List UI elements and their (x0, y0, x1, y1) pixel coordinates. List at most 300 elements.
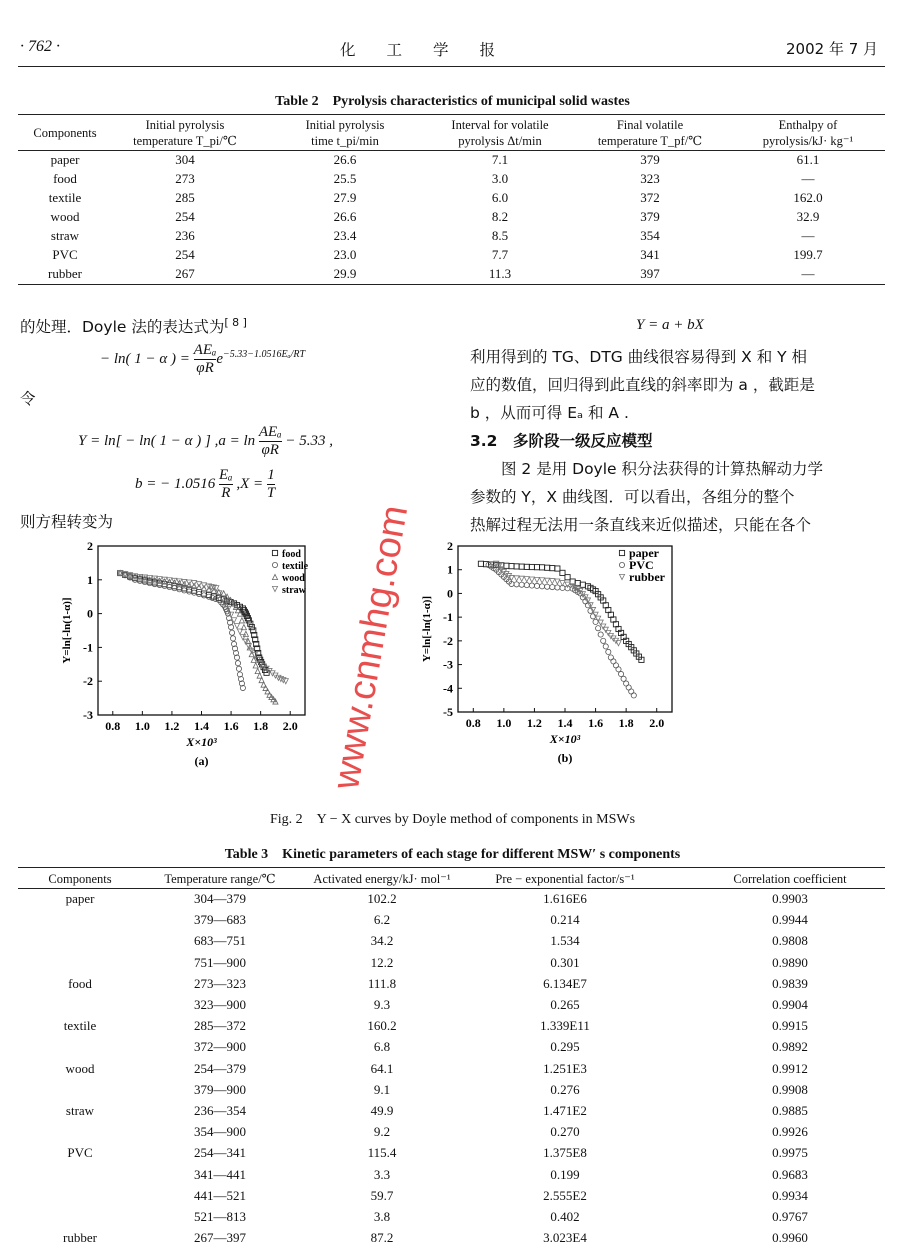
data-point (235, 661, 240, 666)
table-cell: 49.9 (370, 1103, 394, 1118)
table-cell: 1.251E3 (543, 1060, 587, 1076)
x-tick-label: 1.4 (557, 716, 573, 730)
data-point (539, 578, 544, 583)
data-point (172, 580, 177, 585)
component-name: textile (48, 190, 82, 205)
component-name: textile (63, 1018, 97, 1034)
table-cell: 0.9904 (772, 997, 808, 1012)
component-name: PVC (67, 1145, 93, 1161)
data-point (534, 583, 539, 588)
legend-label: PVC (629, 558, 654, 572)
table-cell: 354 (640, 228, 660, 243)
table-cell: 379—900 (194, 1081, 246, 1097)
x-tick-label: 0.8 (465, 716, 481, 730)
legend-label: straw (282, 585, 306, 596)
data-point (172, 586, 177, 591)
table-cell: 8.2 (491, 209, 509, 224)
table-cell: 323—900 (194, 997, 246, 1012)
table-cell: 0.214 (550, 912, 580, 928)
table-cell: 273 (175, 171, 195, 186)
table-cell: 34.2 (370, 933, 394, 949)
y-tick-label: 0 (447, 586, 453, 601)
table-cell: 9.1 (373, 1081, 391, 1097)
data-point (580, 582, 585, 587)
table-cell: — (801, 171, 815, 186)
table-cell: — (801, 228, 815, 243)
data-point (621, 676, 626, 681)
text-line: 图 2 是用 Doyle 积分法获得的计算热解动力学 (501, 460, 824, 478)
data-point (529, 577, 534, 582)
data-point (539, 584, 544, 589)
table-cell: 0.9767 (772, 1209, 808, 1224)
data-point (534, 565, 539, 570)
table-cell: 32.9 (796, 209, 820, 224)
table-cell: 2.555E2 (543, 1187, 587, 1203)
table3-header-rule (18, 888, 885, 889)
table-cell: 267 (175, 266, 195, 281)
eq3-denominator: R (221, 485, 231, 501)
table2-title: Table 2 Pyrolysis characteristics of municipal solid wastes (275, 94, 630, 109)
legend-label: rubber (629, 570, 665, 584)
table-cell: 29.9 (333, 266, 357, 281)
table-cell: 372—900 (194, 1039, 246, 1055)
data-point (237, 611, 242, 616)
eq3-x: ,X = (236, 475, 264, 492)
component-name: food (68, 975, 92, 991)
legend-marker (272, 586, 277, 591)
text-line: 利用得到的 TG、DTG 曲线很容易得到 X 和 Y 相 (470, 348, 808, 366)
table-cell: 160.2 (367, 1018, 397, 1034)
eq3-numerator-2: 1 (267, 467, 275, 483)
header-line: Initial pyrolysis (145, 118, 225, 132)
table3-header: Components (48, 872, 112, 886)
table-cell: 254—341 (194, 1145, 246, 1161)
data-point (253, 663, 258, 668)
then-text: 则方程转变为 (20, 513, 114, 531)
table-cell: 751—900 (194, 954, 246, 970)
table-cell: 3.0 (491, 171, 509, 186)
table-cell: 102.2 (367, 891, 397, 906)
table-cell: 0.9912 (772, 1060, 808, 1076)
data-point (152, 578, 157, 583)
component-name: food (53, 171, 77, 186)
legend-label: food (282, 549, 301, 560)
eq1-numerator: AEₐ (193, 342, 217, 358)
legend-marker (272, 562, 277, 567)
table-cell: 0.276 (550, 1081, 580, 1097)
table-cell: 0.9903 (772, 891, 808, 906)
table2-header (598, 117, 702, 149)
data-point (229, 630, 234, 635)
table-cell: 379—683 (194, 912, 246, 928)
table3-top-rule (18, 867, 885, 868)
component-name: PVC (52, 247, 78, 262)
data-point (231, 618, 236, 623)
table-cell: 162.0 (793, 190, 823, 205)
data-point (555, 566, 560, 571)
text-line: 热解过程无法用一条直线来近似描述，只能在各个 (470, 516, 812, 534)
data-point (618, 671, 623, 676)
data-point (177, 579, 182, 584)
data-point (172, 578, 177, 583)
text-line: 应的数值，回归得到此直线的斜率即为 a ，截距是 (470, 376, 815, 394)
data-point (249, 625, 254, 630)
data-point (534, 577, 539, 582)
table-cell: 111.8 (367, 975, 397, 991)
plot-frame (98, 546, 305, 715)
data-point (192, 590, 197, 595)
y-tick-label: 0 (87, 606, 93, 621)
header-rule (18, 66, 885, 67)
table-cell: 236—354 (194, 1103, 246, 1118)
legend-marker (619, 562, 624, 567)
x-tick-label: 1.2 (164, 719, 180, 733)
linear-equation: Y = a + bX (636, 317, 704, 333)
table-cell: 354—900 (194, 1124, 246, 1140)
legend-marker (272, 550, 277, 555)
data-point (560, 570, 565, 575)
x-tick-label: 0.8 (105, 719, 121, 733)
data-point (187, 589, 192, 594)
equation-1 (100, 342, 305, 377)
table-cell: 0.9683 (772, 1166, 808, 1182)
eq1-exponent: −5.33−1.0516Eₐ/RT (223, 348, 306, 360)
data-point (550, 585, 555, 590)
legend-label: textile (282, 561, 309, 572)
x-tick-label: 1.0 (496, 716, 512, 730)
right-paragraph-1 (470, 343, 823, 539)
header-line: Components (33, 126, 97, 140)
data-point (243, 631, 248, 636)
data-point (598, 632, 603, 637)
table3-header: Activated energy/kJ· mol⁻¹ (313, 872, 451, 886)
table-cell: 6.0 (491, 190, 509, 205)
data-point (601, 624, 606, 629)
component-name: paper (50, 152, 80, 167)
table-cell: 372 (640, 190, 660, 205)
equation-2 (78, 424, 333, 459)
data-point (519, 576, 524, 581)
table-cell: 3.8 (373, 1209, 391, 1224)
table-cell: 285 (175, 190, 195, 205)
table2-header (451, 117, 548, 149)
data-point (606, 630, 611, 635)
table-cell: 0.301 (550, 954, 580, 970)
header-line: temperature T_pi/℃ (133, 134, 237, 148)
table-cell: 199.7 (793, 247, 823, 262)
table-cell: 267—397 (194, 1230, 246, 1246)
table-cell: 1.616E6 (543, 891, 587, 906)
data-point (601, 638, 606, 643)
data-point (167, 579, 172, 584)
table3-header: Temperature range/℃ (164, 872, 276, 886)
table-cell: 87.2 (370, 1230, 394, 1246)
data-point (514, 564, 519, 569)
x-tick-label: 1.2 (526, 716, 542, 730)
table-cell: 0.199 (550, 1166, 580, 1182)
data-point (239, 618, 244, 623)
series-food (118, 570, 270, 675)
table-cell: 304—379 (194, 891, 246, 906)
data-point (504, 563, 509, 568)
page-number: · 762 · (20, 38, 60, 55)
data-point (550, 579, 555, 584)
data-point (616, 667, 621, 672)
table-cell: 61.1 (796, 152, 820, 167)
table-cell: 26.6 (333, 152, 357, 167)
y-tick-label: -1 (83, 640, 93, 655)
data-point (555, 579, 560, 584)
watermark: www.cnmhg.com (325, 502, 417, 793)
table-cell: 0.9915 (772, 1018, 808, 1034)
y-tick-label: -5 (443, 705, 453, 719)
legend-marker (619, 574, 624, 579)
data-point (228, 612, 233, 617)
x-tick-label: 1.6 (588, 716, 604, 730)
table-cell: 379 (640, 209, 660, 224)
x-tick-label: 1.0 (134, 719, 150, 733)
header-line: Initial pyrolysis (305, 118, 385, 132)
data-point (550, 566, 555, 571)
table-cell: 0.9934 (772, 1187, 808, 1203)
table-cell: 0.9944 (772, 912, 808, 928)
table-cell: 27.9 (333, 190, 357, 205)
y-tick-label: -1 (443, 610, 453, 625)
table2-header (306, 117, 385, 149)
eq2-numerator: AEₐ (258, 424, 282, 440)
data-point (234, 623, 239, 628)
intro-text (20, 315, 247, 337)
table2-header-rule (18, 150, 885, 151)
data-point (565, 575, 570, 580)
table-cell: 23.0 (333, 247, 357, 262)
chart-panel-a (61, 539, 309, 768)
table2-header (33, 125, 96, 141)
text-line: 参数的 Y，X 曲线图．可以看出，各组分的整个 (470, 488, 795, 506)
text-line: b ，从而可得 Eₐ 和 A . (470, 404, 629, 422)
header-line: time t_pi/min (311, 134, 379, 148)
citation: [ 8 ] (224, 315, 247, 329)
data-point (478, 561, 483, 566)
data-point (603, 644, 608, 649)
table-cell: 6.134E7 (543, 975, 587, 991)
y-tick-label: 1 (87, 572, 93, 587)
data-point (206, 594, 211, 599)
data-point (606, 649, 611, 654)
table-cell: 0.9960 (772, 1230, 808, 1246)
panel-label: (b) (557, 751, 573, 765)
y-tick-label: -3 (443, 657, 453, 672)
equation-3 (135, 467, 275, 502)
y-tick-label: -3 (83, 708, 93, 722)
component-name: rubber (48, 266, 82, 281)
section-heading: 3.2 多阶段一级反应模型 (470, 432, 653, 450)
data-point (152, 576, 157, 581)
table-cell: 0.295 (550, 1039, 580, 1055)
data-point (237, 629, 242, 634)
data-point (524, 564, 529, 569)
table-cell: 1.375E8 (543, 1145, 587, 1161)
data-point (560, 581, 565, 586)
eq1-lhs: − ln( 1 − α ) = (100, 350, 190, 367)
eq1-denominator: φR (196, 360, 214, 376)
y-tick-label: -2 (443, 633, 453, 648)
header-line: Final volatile (616, 118, 684, 132)
table-cell: 341—441 (194, 1166, 246, 1182)
series-textile (118, 570, 246, 690)
table-cell: 0.9839 (772, 975, 808, 991)
eq3-b: b = − 1.0516 (135, 475, 216, 492)
table-cell: 1.534 (550, 933, 580, 949)
data-point (248, 621, 253, 626)
table-cell: 9.3 (373, 997, 391, 1012)
data-point (631, 693, 636, 698)
y-tick-label: 2 (87, 539, 93, 553)
header-line: pyrolysis/kJ· kg⁻¹ (762, 134, 854, 148)
component-name: rubber (63, 1230, 97, 1246)
table-cell: — (801, 266, 815, 281)
data-point (167, 584, 172, 589)
x-tick-label: 2.0 (649, 716, 665, 730)
eq2-rhs: − 5.33 , (285, 432, 333, 449)
header-line: Enthalpy of (778, 118, 838, 132)
component-name: paper (65, 891, 95, 906)
data-point (529, 564, 534, 569)
table-cell: 0.9890 (772, 954, 808, 970)
data-point (616, 641, 621, 646)
eq1-exp: e (216, 350, 224, 367)
data-point (545, 578, 550, 583)
eq2-lhs: Y = ln[ − ln( 1 − α ) ] ,a = ln (78, 432, 256, 449)
table-cell: 273—323 (194, 975, 246, 991)
legend-label: wood (282, 573, 305, 584)
header-line: pyrolysis Δt/min (458, 134, 542, 148)
table-cell: 0.265 (550, 997, 580, 1012)
table-cell: 59.7 (370, 1187, 394, 1203)
table-cell: 3.023E4 (543, 1230, 587, 1246)
table-cell: 441—521 (194, 1187, 246, 1203)
table-cell: 0.402 (550, 1209, 580, 1224)
table-cell: 254 (175, 247, 195, 262)
table-cell: 0.9892 (772, 1039, 808, 1055)
eq2-denominator: φR (261, 442, 279, 458)
eq3-numerator: Eₐ (219, 467, 233, 483)
x-tick-label: 1.8 (618, 716, 634, 730)
table-cell: 8.5 (491, 228, 509, 243)
data-point (147, 576, 152, 581)
table-cell: 26.6 (333, 209, 357, 224)
component-name: straw (65, 1103, 95, 1118)
data-point (230, 636, 235, 641)
y-tick-label: 2 (447, 539, 453, 553)
intro-sentence: 的处理．Doyle 法的表达式为 (20, 318, 225, 336)
table-cell: 521—813 (194, 1209, 246, 1224)
table2-header (133, 117, 237, 149)
component-name: wood (50, 209, 80, 224)
table-cell: 0.9926 (772, 1124, 808, 1140)
table-cell: 0.9808 (772, 933, 808, 949)
data-point (236, 666, 241, 671)
table2-bottom-rule (18, 284, 885, 285)
data-point (514, 576, 519, 581)
data-point (147, 577, 152, 582)
y-axis-label: Y=ln[-ln(1-α)] (61, 597, 73, 664)
y-tick-label: -2 (83, 674, 93, 689)
table-cell: 1.339E11 (540, 1018, 590, 1034)
table-cell: 11.3 (488, 266, 512, 281)
component-name: wood (65, 1060, 95, 1076)
data-point (596, 626, 601, 631)
table-cell: 7.1 (491, 152, 509, 167)
table-cell: 683—751 (194, 933, 246, 949)
x-tick-label: 1.6 (223, 719, 239, 733)
data-point (509, 564, 514, 569)
table-cell: 254 (175, 209, 195, 224)
data-point (545, 584, 550, 589)
eq3-denominator-2: T (266, 485, 276, 501)
table-cell: 397 (640, 266, 660, 281)
figure-caption: Fig. 2 Y − X curves by Doyle method of components in MSWs (269, 812, 636, 827)
data-point (196, 591, 201, 596)
data-point (201, 593, 206, 598)
table-cell: 341 (640, 247, 660, 262)
table-cell: 379 (640, 152, 660, 167)
data-point (555, 585, 560, 590)
data-point (545, 565, 550, 570)
component-name: straw (50, 228, 80, 243)
data-point (514, 582, 519, 587)
x-axis-label: X×10³ (186, 735, 217, 749)
table-cell: 236 (175, 228, 195, 243)
data-point (519, 582, 524, 587)
data-point (529, 583, 534, 588)
table-cell: 1.471E2 (543, 1103, 587, 1118)
data-point (603, 627, 608, 632)
table-cell: 3.3 (373, 1166, 391, 1182)
x-tick-label: 2.0 (282, 719, 298, 733)
table-cell: 12.2 (370, 954, 394, 970)
table-cell: 7.7 (491, 247, 509, 262)
data-point (539, 565, 544, 570)
table-cell: 0.9908 (772, 1081, 808, 1097)
y-tick-label: -4 (443, 681, 453, 696)
table-cell: 254—379 (194, 1060, 246, 1076)
let-text: 令 (20, 390, 36, 408)
x-axis-label: X×10³ (549, 732, 581, 746)
data-point (524, 577, 529, 582)
x-tick-label: 1.4 (194, 719, 209, 733)
table-cell: 285—372 (194, 1018, 246, 1034)
table2-header (763, 117, 854, 149)
y-axis-label: Y=ln[-ln(1-α)] (421, 595, 433, 663)
table-cell: 9.2 (373, 1124, 391, 1140)
journal-title: 化 工 学 报 (340, 41, 496, 59)
legend-label: paper (629, 546, 659, 560)
issue-date: 2002 年 7 月 (786, 40, 879, 58)
table-cell: 323 (640, 171, 660, 186)
panel-label: (a) (194, 754, 209, 768)
table-cell: 64.1 (370, 1060, 394, 1076)
data-point (182, 588, 187, 593)
table-cell: 304 (175, 152, 195, 167)
table2-top-rule (18, 114, 885, 115)
table3-title: Table 3 Kinetic parameters of each stage for different MSW′ s components (224, 847, 681, 862)
table-cell: 0.9975 (772, 1145, 808, 1161)
data-point (524, 583, 529, 588)
table-cell: 0.9885 (772, 1103, 808, 1118)
data-point (519, 564, 524, 569)
legend-marker (272, 574, 277, 579)
